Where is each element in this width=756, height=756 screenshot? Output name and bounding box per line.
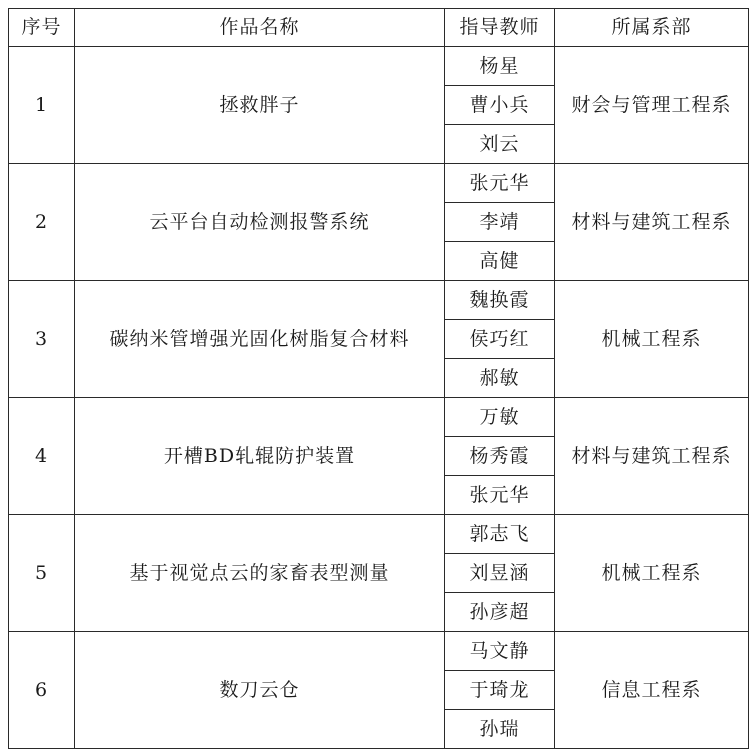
advisor-cell: 刘云 bbox=[445, 125, 555, 164]
header-advisor: 指导教师 bbox=[445, 9, 555, 47]
work-name-cell: 基于视觉点云的家畜表型测量 bbox=[75, 515, 445, 632]
advisor-cell: 张元华 bbox=[445, 164, 555, 203]
advisor-cell: 刘昱涵 bbox=[445, 554, 555, 593]
advisor-cell: 孙彦超 bbox=[445, 593, 555, 632]
serial-number-cell: 2 bbox=[9, 164, 75, 281]
advisor-cell: 张元华 bbox=[445, 476, 555, 515]
department-cell: 财会与管理工程系 bbox=[555, 47, 749, 164]
work-name-cell: 云平台自动检测报警系统 bbox=[75, 164, 445, 281]
advisor-cell: 魏换霞 bbox=[445, 281, 555, 320]
advisor-cell: 郝敏 bbox=[445, 359, 555, 398]
awards-table bbox=[8, 8, 749, 749]
advisor-cell: 李靖 bbox=[445, 203, 555, 242]
table-row bbox=[9, 398, 749, 437]
advisor-cell: 曹小兵 bbox=[445, 86, 555, 125]
serial-number-cell: 6 bbox=[9, 632, 75, 749]
table-row bbox=[9, 632, 749, 671]
table-row bbox=[9, 281, 749, 320]
work-name-cell: 开槽BD轧辊防护装置 bbox=[75, 398, 445, 515]
advisor-cell: 高健 bbox=[445, 242, 555, 281]
work-name-cell: 数刀云仓 bbox=[75, 632, 445, 749]
header-department: 所属系部 bbox=[555, 9, 749, 47]
work-name-cell: 拯救胖子 bbox=[75, 47, 445, 164]
advisor-cell: 万敏 bbox=[445, 398, 555, 437]
advisor-cell: 杨秀霞 bbox=[445, 437, 555, 476]
header-row bbox=[9, 9, 749, 47]
department-cell: 机械工程系 bbox=[555, 281, 749, 398]
advisor-cell: 于琦龙 bbox=[445, 671, 555, 710]
advisor-cell: 马文静 bbox=[445, 632, 555, 671]
table-row bbox=[9, 515, 749, 554]
work-name-cell: 碳纳米管增强光固化树脂复合材料 bbox=[75, 281, 445, 398]
department-cell: 信息工程系 bbox=[555, 632, 749, 749]
serial-number-cell: 5 bbox=[9, 515, 75, 632]
advisor-cell: 侯巧红 bbox=[445, 320, 555, 359]
department-cell: 材料与建筑工程系 bbox=[555, 164, 749, 281]
header-serial-number: 序号 bbox=[9, 9, 75, 47]
serial-number-cell: 4 bbox=[9, 398, 75, 515]
table-row bbox=[9, 47, 749, 86]
advisor-cell: 郭志飞 bbox=[445, 515, 555, 554]
serial-number-cell: 3 bbox=[9, 281, 75, 398]
advisor-cell: 孙瑞 bbox=[445, 710, 555, 749]
table-row bbox=[9, 164, 749, 203]
serial-number-cell: 1 bbox=[9, 47, 75, 164]
advisor-cell: 杨星 bbox=[445, 47, 555, 86]
department-cell: 材料与建筑工程系 bbox=[555, 398, 749, 515]
department-cell: 机械工程系 bbox=[555, 515, 749, 632]
header-work-name: 作品名称 bbox=[75, 9, 445, 47]
